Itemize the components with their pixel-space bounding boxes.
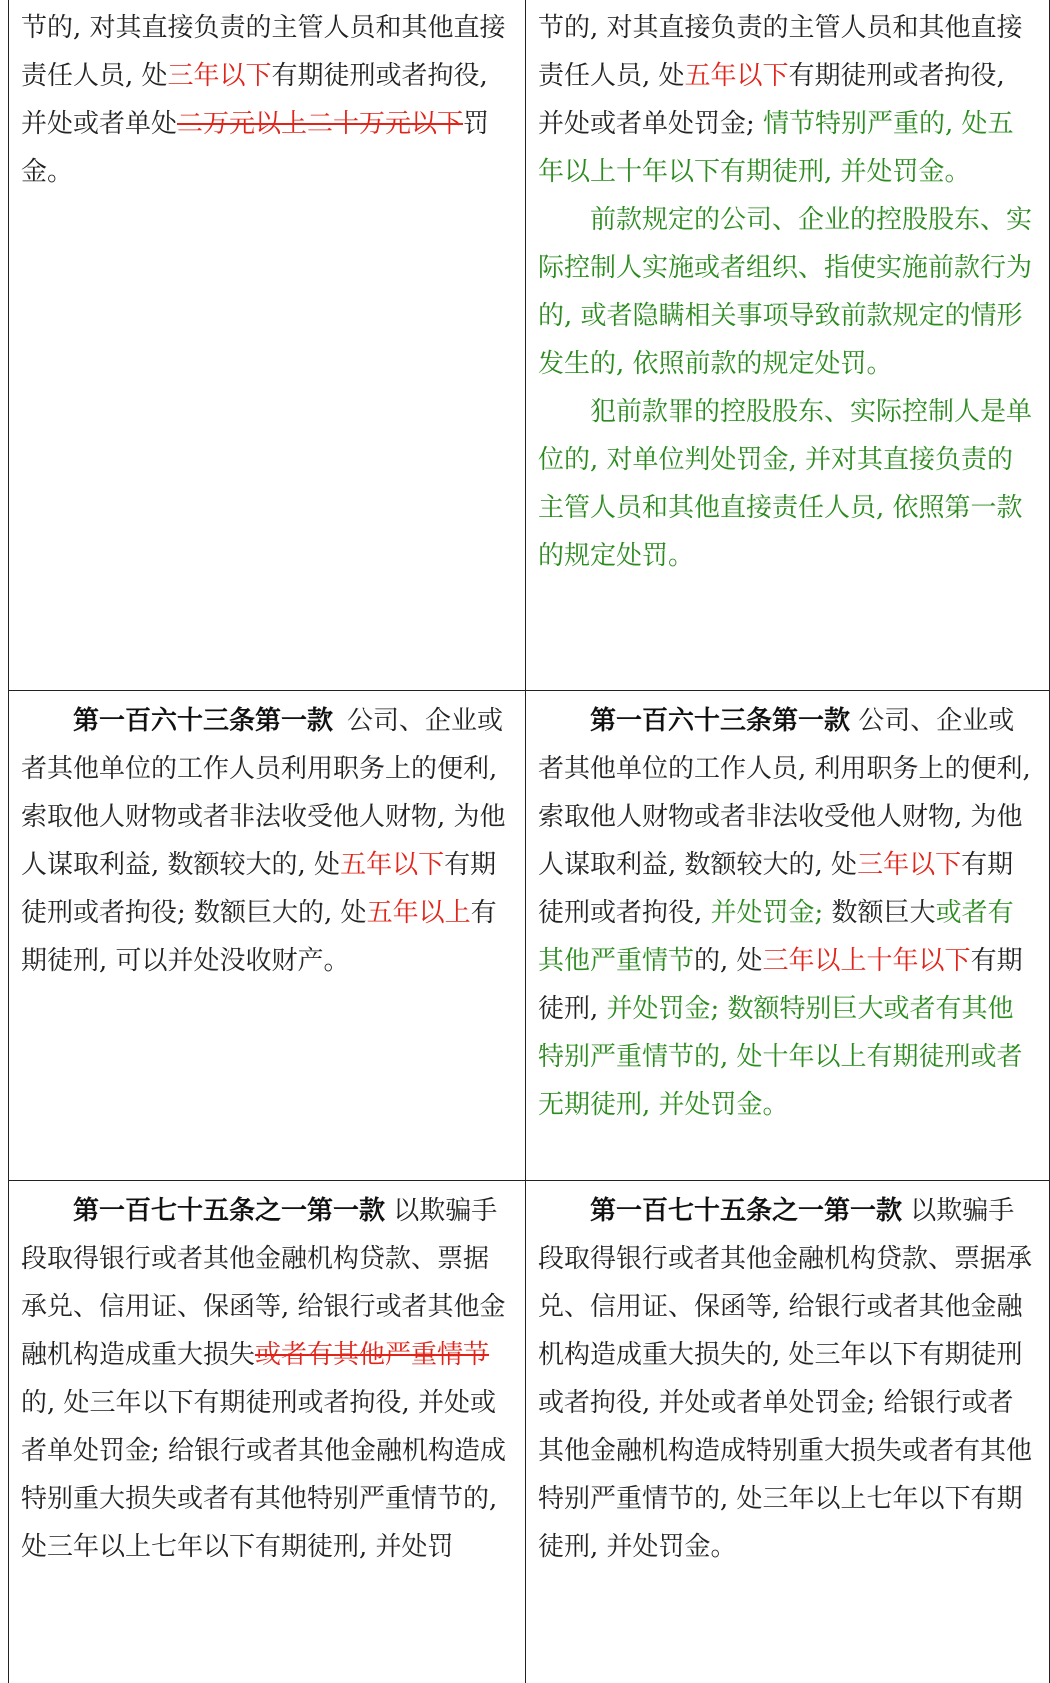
law-comparison-table bbox=[8, 0, 1050, 1683]
text-span: 以欺骗手段取得银行或者其他金融机构贷款、票据承兑、信用证、保函等, 给银行或者其他金融机构造成重大损失的, 处三年以下有期徒刑或者拘役, 并处或者单处罚金; 给银行或者其他金融机构造成特别重大损失或者有其他特别严重情节的, 处三年以上七年以下有期徒刑, 并处罚金。 bbox=[538, 1196, 1032, 1562]
text-span: 以欺骗手段取得银行或者其他金融机构贷款、票据承兑、信用证、保函等, 给银行或者其他金融机构造成重大损失 bbox=[21, 1196, 506, 1370]
text-span: 数额巨大 bbox=[823, 898, 935, 928]
text-span: 公司、企业或者其他单位的工作人员利用职务上的便利, 索取他人财物或者非法收受他人财物, 为他人谋取利益, 数额较大的, 处 bbox=[21, 706, 506, 880]
added-text: 或者有其他严重情节 bbox=[538, 898, 1014, 976]
old-text-cell bbox=[9, 1181, 526, 1683]
new-paragraph bbox=[538, 4, 1035, 196]
added-paragraph: 前款规定的公司、企业的控股股东、实际控制人实施或者组织、指使实施前款行为的, 或者隐瞒相关事项导致前款规定的情形发生的, 依照前款的规定处罚。 bbox=[538, 196, 1035, 388]
article-heading: 第一百七十五条之一第一款 bbox=[590, 1196, 902, 1226]
changed-text: 三年以下 bbox=[857, 850, 961, 880]
changed-text: 三年以下 bbox=[168, 61, 272, 91]
text-span: 有期徒刑或者拘役, 并处或者单处罚金; bbox=[538, 61, 1005, 139]
old-paragraph bbox=[21, 697, 511, 985]
text-span: 节的, 对其直接负责的主管人员和其他直接责任人员, 处 bbox=[21, 13, 506, 91]
old-text-cell bbox=[9, 0, 526, 691]
changed-text: 五年以下 bbox=[685, 61, 789, 91]
text-span: 公司、企业或者其他单位的工作人员, 利用职务上的便利, 索取他人财物或者非法收受他人财物, 为他人谋取利益, 数额较大的, 处 bbox=[538, 706, 1031, 880]
text-span: 有期徒刑, 可以并处没收财产。 bbox=[21, 898, 497, 976]
new-text-cell bbox=[526, 0, 1050, 691]
old-paragraph bbox=[21, 1187, 511, 1571]
table-row bbox=[9, 0, 1050, 691]
deleted-text: 二万元以上二十万元以下 bbox=[177, 109, 463, 139]
new-paragraph bbox=[538, 697, 1035, 1129]
text-span: 有期徒刑, bbox=[538, 946, 1023, 1024]
text-span: 的, 处 bbox=[694, 946, 763, 976]
changed-text: 五年以下 bbox=[340, 850, 444, 880]
deleted-text: 或者有其他严重情节 bbox=[255, 1340, 489, 1370]
text-span: 有期徒刑或者拘役, 并处或者单处 bbox=[21, 61, 488, 139]
new-text-cell bbox=[526, 1181, 1050, 1683]
changed-text: 五年以上 bbox=[367, 898, 471, 928]
changed-text: 三年以上十年以下 bbox=[763, 946, 971, 976]
new-text-cell bbox=[526, 691, 1050, 1181]
added-text: 并处罚金; bbox=[702, 898, 823, 928]
text-span: 有期徒刑或者拘役, bbox=[538, 850, 1013, 928]
new-paragraph bbox=[538, 1187, 1035, 1571]
comparison-page bbox=[8, 0, 995, 1668]
article-heading: 第一百七十五条之一第一款 bbox=[73, 1196, 385, 1226]
old-text-cell bbox=[9, 691, 526, 1181]
table-row bbox=[9, 1181, 1050, 1683]
table-row bbox=[9, 691, 1050, 1181]
text-span: 的, 处三年以下有期徒刑或者拘役, 并处或者单处罚金; 给银行或者其他金融机构造成特别重大损失或者有其他特别严重情节的, 处三年以上七年以下有期徒刑, 并处罚 bbox=[21, 1388, 506, 1562]
added-paragraph: 犯前款罪的控股股东、实际控制人是单位的, 对单位判处罚金, 并对其直接负责的主管人员和其他直接责任人员, 依照第一款的规定处罚。 bbox=[538, 388, 1035, 580]
added-text: 并处罚金; 数额特别巨大或者有其他特别严重情节的, 处十年以上有期徒刑或者无期徒刑, 并处罚金。 bbox=[538, 994, 1023, 1120]
added-text: 情节特别严重的, 处五年以上十年以下有期徒刑, 并处罚金。 bbox=[538, 109, 1014, 187]
text-span: 节的, 对其直接负责的主管人员和其他直接责任人员, 处 bbox=[538, 13, 1023, 91]
text-span: 有期徒刑或者拘役; 数额巨大的, 处 bbox=[21, 850, 496, 928]
text-span: 罚金。 bbox=[21, 109, 489, 187]
old-paragraph bbox=[21, 4, 511, 196]
article-heading: 第一百六十三条第一款 bbox=[73, 706, 333, 736]
article-heading: 第一百六十三条第一款 bbox=[590, 706, 850, 736]
